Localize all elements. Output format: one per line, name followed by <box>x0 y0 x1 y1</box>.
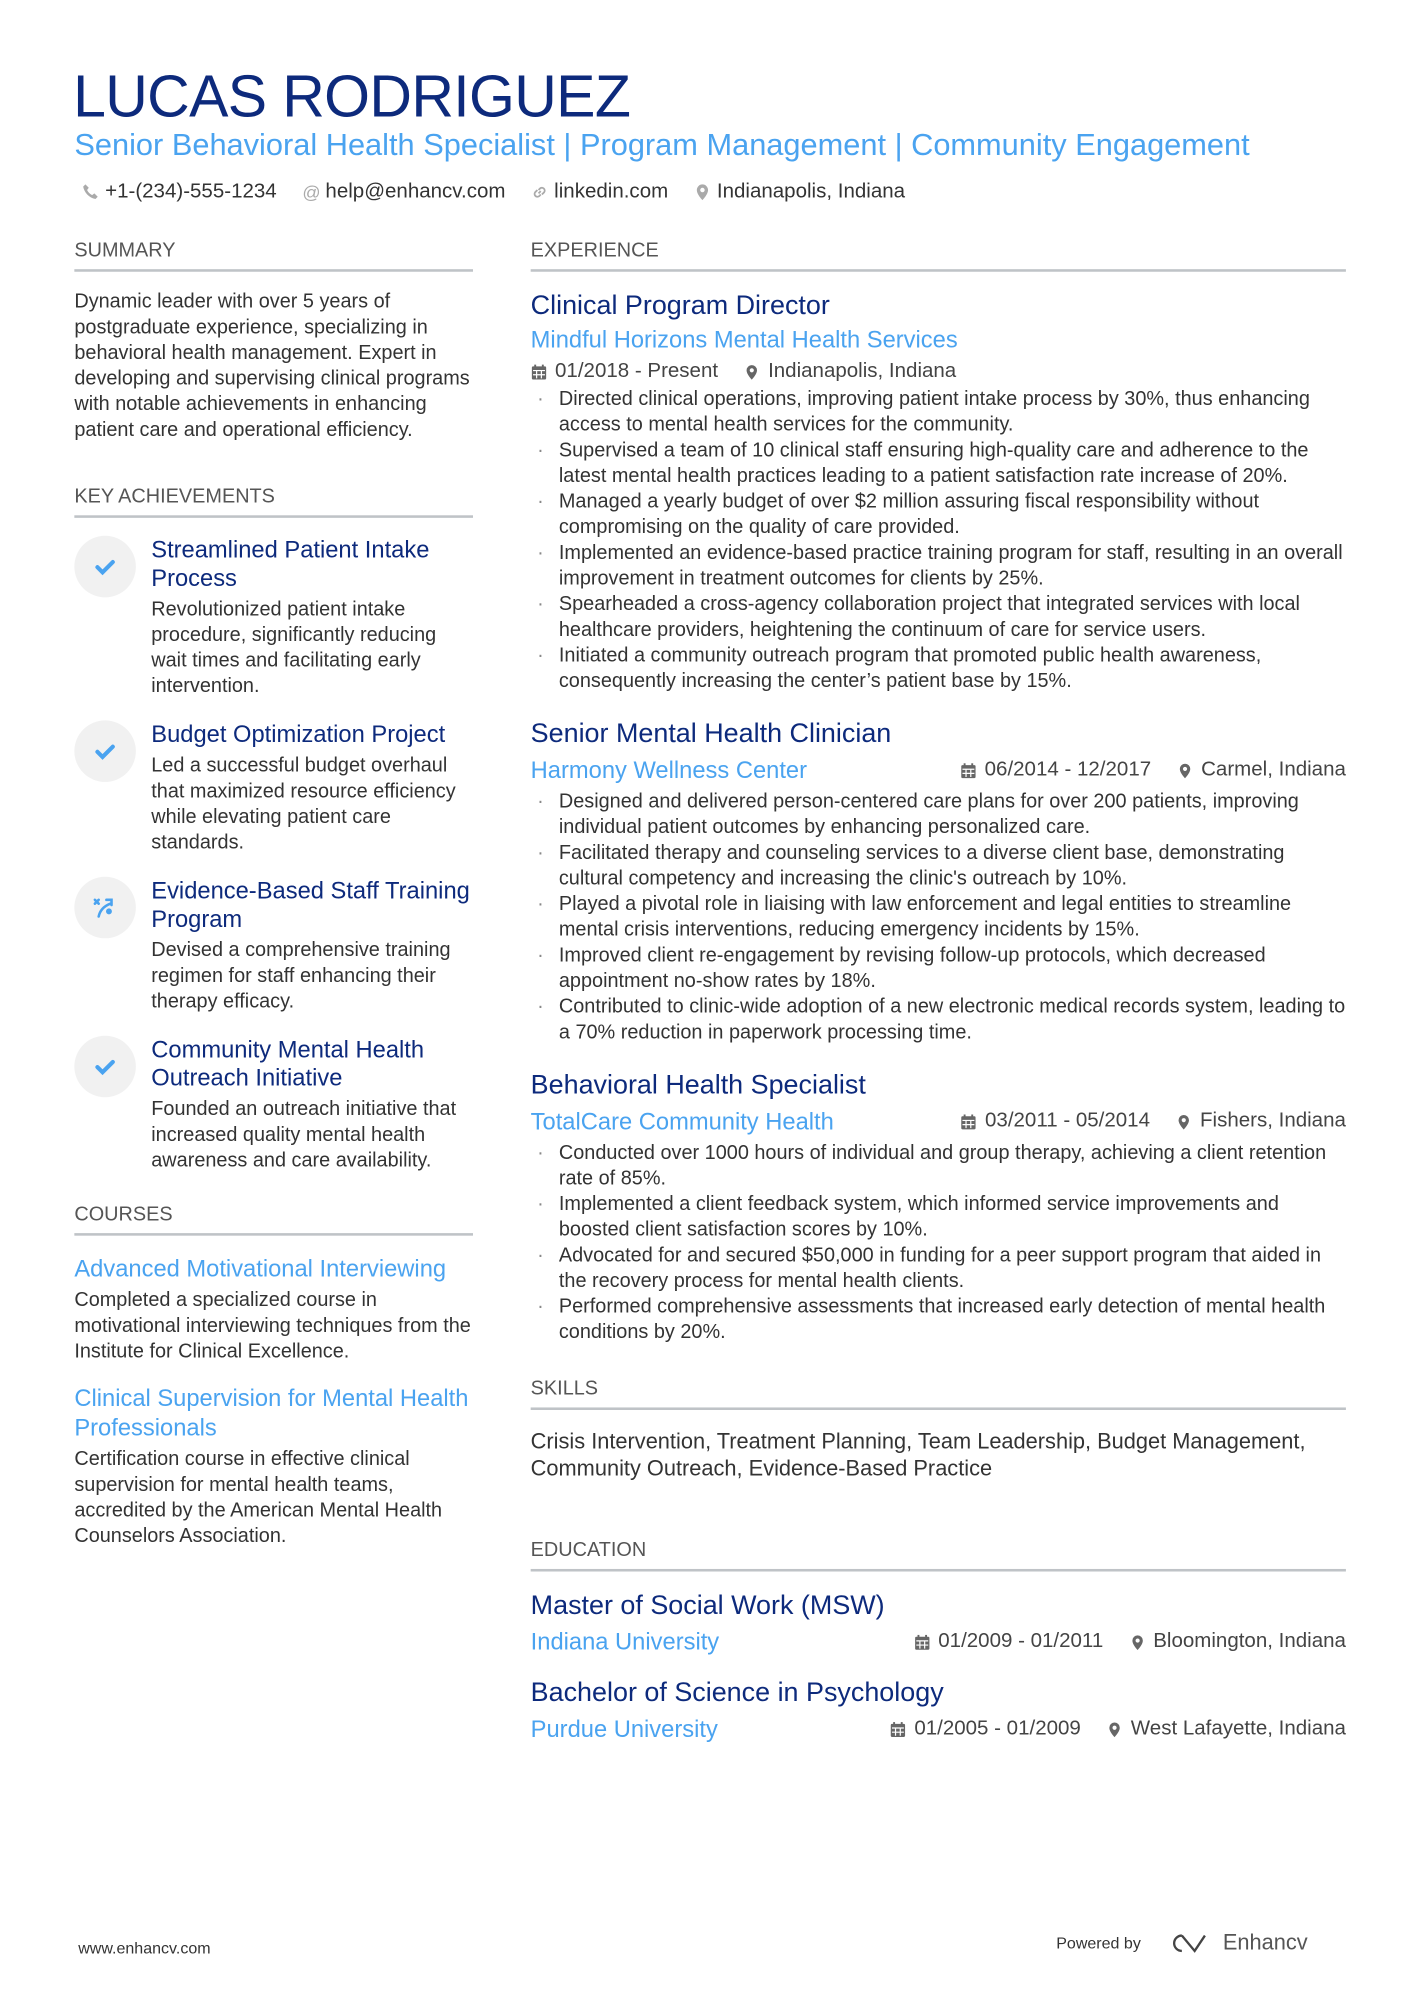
bullet-item: · Spearheaded a cross-agency collaboration project that integrated services with local healthcare providers, heightening the continuum of care for service users. <box>531 592 1346 643</box>
bullet-item: · Designed and delivered person-centered care plans for over 200 patients, improving individual patient outcomes by enhancing personalized care. <box>531 790 1346 841</box>
course-title[interactable]: Clinical Supervision for Mental Health Professionals <box>74 1384 469 1441</box>
achievement-text: Led a successful budget overhaul that maximized resource efficiency while elevating patient care standards. <box>151 754 456 854</box>
bullet-item: · Directed clinical operations, improving patient intake process by 30%, thus enhancing access to mental health services for the community. <box>531 387 1346 438</box>
job-title: Senior Mental Health Clinician <box>530 719 892 749</box>
enhancv-logo[interactable] <box>1166 1930 1307 1956</box>
achievement-title: Community Mental Health Outreach Initiative <box>151 1035 425 1091</box>
date-range <box>961 1109 1150 1135</box>
location <box>1176 1109 1346 1135</box>
bullet-item: · Played a pivotal role in liaising with law enforcement and legal entities to streamline mental crisis interventions, reducing emergency incidents by 15%. <box>531 892 1346 943</box>
job-entry <box>531 1069 1346 1346</box>
summary-text: Dynamic leader with over 5 years of postgraduate experience, specializing in behavioral health management. Expert in developing and supervising clinical programs with notable achievements in enhancing patient care and operational efficiency. <box>74 290 470 441</box>
left-column <box>74 238 473 1567</box>
date-text: 06/2014 - 12/2017 <box>984 758 1152 781</box>
brand-name: Enhancv <box>1222 1930 1308 1955</box>
date-range <box>960 758 1151 784</box>
location-pin-icon <box>694 183 712 201</box>
education-meta <box>531 1713 1346 1746</box>
right-column <box>531 238 1346 1763</box>
course-item <box>74 1383 473 1550</box>
check-icon <box>74 1036 136 1098</box>
job-title: Clinical Program Director <box>530 290 830 321</box>
at-icon: @ <box>302 182 321 203</box>
job-meta <box>531 754 1346 787</box>
achievement-item <box>74 536 473 700</box>
degree-title: Bachelor of Science in Psychology <box>530 1677 944 1708</box>
contact-row <box>82 179 905 205</box>
date-location <box>914 1629 1346 1655</box>
location-text: Indianapolis, Indiana <box>716 180 906 203</box>
footer-website[interactable]: www.enhancv.com <box>78 1939 211 1958</box>
achievement-body <box>151 720 473 856</box>
date-location <box>890 1716 1346 1742</box>
footer-branding <box>1056 1930 1307 1956</box>
calendar-icon <box>890 1721 907 1738</box>
powered-by-label: Powered by <box>1056 1934 1141 1953</box>
education-list <box>531 1589 1346 1745</box>
achievement-text: Devised a comprehensive training regimen for staff enhancing their therapy efficacy. <box>151 939 451 1013</box>
job-entry <box>531 290 1346 695</box>
achievement-title: Evidence-Based Staff Training Program <box>151 876 470 932</box>
skills-heading: SKILLS <box>531 1377 1346 1410</box>
education-meta <box>531 1625 1346 1658</box>
check-icon <box>74 720 136 782</box>
education-entry <box>531 1677 1346 1746</box>
strategy-icon <box>74 877 136 939</box>
enhancv-logo-icon <box>1166 1932 1212 1955</box>
location-pin-icon <box>1177 762 1194 779</box>
contact-link[interactable] <box>531 179 668 205</box>
education-entry <box>531 1589 1346 1658</box>
contact-location <box>694 179 905 205</box>
skills-text: Crisis Intervention, Treatment Planning, Team Leadership, Budget Management, Community Outreach, Evidence-Based Practice <box>530 1429 1306 1481</box>
bullet-item: · Advocated for and secured $50,000 in funding for a peer support program that aided in the recovery process for mental health clients. <box>531 1243 1346 1294</box>
location-pin-icon <box>744 363 761 380</box>
date-text: 03/2011 - 05/2014 <box>985 1110 1150 1132</box>
location <box>744 359 957 385</box>
location-text: Fishers, Indiana <box>1199 1110 1346 1132</box>
phone-text: +1-(234)-555-1234 <box>105 180 277 203</box>
bullet-item: · Conducted over 1000 hours of individual and group therapy, achieving a client retention rate of 85%. <box>531 1141 1346 1192</box>
job-meta <box>531 1105 1346 1138</box>
date-text: 01/2018 - Present <box>555 360 719 382</box>
candidate-name: LUCAS RODRIGUEZ <box>73 62 631 130</box>
company-name: Harmony Wellness Center <box>530 756 808 784</box>
bullet-item: · Improved client re-engagement by revising follow-up protocols, which decreased appointment no-show rates by 18%. <box>531 943 1346 994</box>
calendar-icon <box>960 762 977 779</box>
calendar-icon <box>914 1634 931 1651</box>
job-title: Behavioral Health Specialist <box>530 1070 866 1100</box>
bullet-item: · Managed a yearly budget of over $2 million assuring fiscal responsibility without compromising on the quality of care provided. <box>531 490 1346 541</box>
headline: Senior Behavioral Health Specialist | Program Management | Community Engagement <box>74 128 1250 163</box>
experience-list <box>531 290 1346 1346</box>
course-text: Certification course in effective clinical supervision for mental health teams, accredited by the American Mental Health Counselors Association. <box>74 1448 443 1548</box>
experience-heading: EXPERIENCE <box>531 238 1346 271</box>
school-name: Purdue University <box>530 1715 718 1742</box>
school-name: Indiana University <box>530 1627 720 1655</box>
achievement-item <box>74 720 473 856</box>
education-heading: EDUCATION <box>531 1538 1346 1571</box>
link-text: linkedin.com <box>554 180 669 203</box>
date-text: 01/2009 - 01/2011 <box>938 1630 1104 1653</box>
achievements-heading: KEY ACHIEVEMENTS <box>74 485 473 518</box>
location <box>1129 1629 1346 1655</box>
link-icon <box>531 183 549 201</box>
job-entry <box>531 718 1346 1046</box>
location-text: West Lafayette, Indiana <box>1130 1717 1346 1740</box>
achievements-list <box>74 536 473 1174</box>
location-pin-icon <box>1129 1634 1146 1651</box>
location <box>1106 1716 1345 1742</box>
phone-icon <box>82 183 100 201</box>
bullet-item: · Performed comprehensive assessments that increased early detection of mental health conditions by 20%. <box>531 1295 1346 1346</box>
course-title[interactable]: Advanced Motivational Interviewing <box>74 1254 447 1282</box>
date-location <box>961 1109 1346 1135</box>
course-text: Completed a specialized course in motivational interviewing techniques from the Institute for Clinical Excellence. <box>74 1289 471 1363</box>
courses-heading: COURSES <box>74 1202 473 1235</box>
job-bullets <box>531 790 1346 1046</box>
email-text: help@enhancv.com <box>325 180 506 203</box>
location-text: Indianapolis, Indiana <box>768 360 957 382</box>
check-icon <box>74 536 136 598</box>
achievement-item <box>74 1036 473 1174</box>
achievement-body <box>151 536 473 700</box>
bullet-item: · Implemented an evidence-based practice training program for staff, resulting in an overall improvement in treatment outcomes for clients by 25%. <box>531 541 1346 592</box>
location-text: Bloomington, Indiana <box>1153 1630 1346 1653</box>
bullet-item: · Contributed to clinic-wide adoption of a new electronic medical records system, leading to a 70% reduction in paperwork processing time. <box>531 995 1346 1046</box>
bullet-item: · Implemented a client feedback system, which informed service improvements and boosted client satisfaction scores by 10%. <box>531 1192 1346 1243</box>
achievement-title: Budget Optimization Project <box>151 720 446 748</box>
date-range <box>531 359 718 385</box>
summary-heading: SUMMARY <box>74 238 473 271</box>
location-pin-icon <box>1176 1113 1193 1130</box>
job-bullets <box>531 387 1346 695</box>
achievement-title: Streamlined Patient Intake Process <box>151 535 430 591</box>
calendar-icon <box>961 1113 978 1130</box>
location-pin-icon <box>1106 1721 1123 1738</box>
achievement-body <box>151 1036 473 1174</box>
location <box>1177 758 1346 784</box>
achievement-text: Founded an outreach initiative that increased quality mental health awareness and care availability. <box>151 1098 457 1172</box>
bullet-item: · Supervised a team of 10 clinical staff ensuring high-quality care and adherence to the latest mental health practices leading to a patient satisfaction rate increase of 20%. <box>531 438 1346 489</box>
bullet-item: · Facilitated therapy and counseling services to a diverse client base, demonstrating cultural competency and increasing the clinic's outreach by 10%. <box>531 841 1346 892</box>
company-name: TotalCare Community Health <box>530 1107 834 1135</box>
degree-title: Master of Social Work (MSW) <box>530 1590 885 1621</box>
course-item <box>74 1254 473 1366</box>
contact-phone[interactable] <box>82 179 277 205</box>
achievement-body <box>151 877 473 1015</box>
date-location <box>531 359 1346 385</box>
contact-email[interactable] <box>302 179 505 205</box>
date-text: 01/2005 - 01/2009 <box>914 1717 1081 1740</box>
location-text: Carmel, Indiana <box>1201 758 1346 781</box>
achievement-item <box>74 877 473 1015</box>
achievement-text: Revolutionized patient intake procedure, significantly reducing wait times and facilitating early intervention. <box>151 598 437 698</box>
bullet-item: · Initiated a community outreach program that promoted public health awareness, consequently increasing the center’s patient base by 15%. <box>531 643 1346 694</box>
courses-list <box>74 1254 473 1550</box>
date-range <box>890 1716 1081 1742</box>
date-range <box>914 1629 1103 1655</box>
calendar-icon <box>531 363 548 380</box>
job-bullets <box>531 1141 1346 1346</box>
company-name: Mindful Horizons Mental Health Services <box>530 325 958 353</box>
date-location <box>960 758 1346 784</box>
